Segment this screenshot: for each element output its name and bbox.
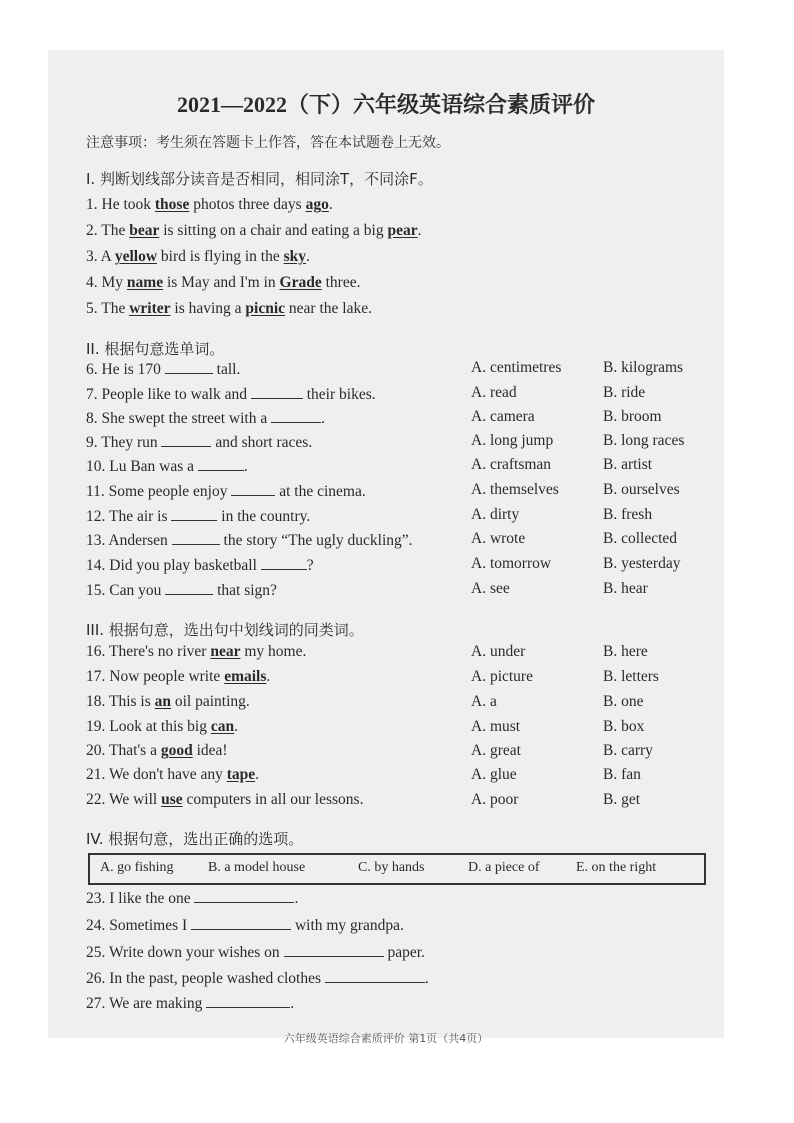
q4-underlined-2: Grade [279, 274, 322, 291]
q25-answer-blank[interactable] [284, 955, 384, 957]
q12-answer-blank[interactable] [171, 519, 217, 521]
q22-underlined-word: use [161, 791, 183, 808]
q16-option-a[interactable]: A. under [471, 643, 526, 660]
q17-option-a[interactable]: A. picture [471, 668, 533, 685]
question-2 [86, 222, 422, 240]
question-22 [86, 791, 363, 809]
page-footer: 六年级英语综合素质评价 第1页（共4页） [283, 1032, 489, 1045]
q5-text-e: near the lake. [285, 300, 372, 317]
q16-text-post: my home. [240, 643, 307, 660]
q21-option-a[interactable]: A. glue [471, 766, 517, 783]
option-d: D. a piece of [468, 860, 540, 875]
q7-answer-blank[interactable] [251, 397, 303, 399]
q3-text-e: . [306, 248, 310, 265]
question-11 [86, 483, 366, 501]
q11-option-b[interactable]: B. ourselves [603, 481, 680, 498]
q27-answer-blank[interactable] [206, 1006, 290, 1008]
q21-option-b[interactable]: B. fan [603, 766, 641, 783]
question-24 [86, 917, 404, 935]
q4-text-a: 4. My [86, 274, 127, 291]
q24-text-post: with my grandpa. [291, 917, 404, 934]
q14-option-a[interactable]: A. tomorrow [471, 555, 552, 572]
q5-text-c: is having a [170, 300, 246, 317]
q14-option-b[interactable]: B. yesterday [603, 555, 681, 572]
q10-text-post: . [243, 458, 248, 475]
q22-text-post: computers in all our lessons. [182, 791, 364, 808]
q17-text-post: . [266, 668, 271, 685]
q9-text-post: and short races. [211, 434, 313, 451]
options-box [88, 853, 706, 885]
question-10 [86, 458, 248, 476]
question-17 [86, 668, 270, 686]
question-25 [86, 944, 425, 962]
q20-underlined-word: good [160, 742, 193, 759]
q6-answer-blank[interactable] [165, 372, 213, 374]
q25-text-post: paper. [383, 944, 425, 961]
q19-text-post: . [234, 718, 238, 735]
question-26 [86, 970, 429, 988]
section-1-heading: I. 判断划线部分读音是否相同，相同涂T，不同涂F。 [86, 170, 433, 188]
q20-text-pre: 20. That's a [86, 742, 161, 759]
question-4 [86, 274, 360, 292]
q15-text-pre: 15. Can you [86, 582, 166, 599]
q9-text-pre: 9. They run [86, 434, 162, 451]
question-27 [86, 995, 294, 1013]
question-19 [86, 718, 238, 736]
q27-text-post: . [290, 995, 295, 1012]
q8-answer-blank[interactable] [271, 421, 321, 423]
q27-text-pre: 27. We are making [86, 995, 207, 1012]
question-7 [86, 386, 376, 404]
q13-text-post: the story “The ugly duckling”. [219, 532, 413, 549]
question-9 [86, 434, 312, 452]
q3-text-a: 3. A [86, 248, 115, 265]
q26-answer-blank[interactable] [325, 981, 425, 983]
q10-text-pre: 10. Lu Ban was a [86, 458, 198, 475]
q21-underlined-word: tape [226, 766, 256, 783]
q24-answer-blank[interactable] [191, 928, 291, 930]
q9-option-b[interactable]: B. long races [603, 432, 685, 449]
q13-text-pre: 13. Andersen [86, 532, 172, 549]
q26-text-pre: 26. In the past, people washed clothes [86, 970, 325, 987]
q22-text-pre: 22. We will [86, 791, 162, 808]
option-c: C. by hands [358, 860, 425, 875]
section-2-heading: II. 根据句意选单词。 [86, 340, 225, 358]
question-14 [86, 557, 314, 575]
q4-text-c: is May and I'm in [163, 274, 280, 291]
q1-text-a: 1. He took [86, 196, 155, 213]
q18-option-b[interactable]: B. one [603, 693, 644, 710]
question-8 [86, 410, 325, 428]
q2-underlined-1: bear [129, 222, 160, 239]
q15-answer-blank[interactable] [165, 593, 213, 595]
q7-text-pre: 7. People like to walk and [86, 386, 251, 403]
q15-option-b[interactable]: B. hear [603, 580, 648, 597]
q16-option-b[interactable]: B. here [603, 643, 648, 660]
q26-text-post: . [424, 970, 429, 987]
q23-text-pre: 23. I like the one [86, 890, 195, 907]
q1-text-c: photos three days [189, 196, 306, 213]
q12-text-post: in the country. [217, 508, 311, 525]
question-1 [86, 196, 333, 214]
question-12 [86, 508, 310, 526]
question-20 [86, 742, 228, 760]
q8-option-b[interactable]: B. broom [603, 408, 662, 425]
q1-underlined-2: ago [305, 196, 329, 213]
q25-text-pre: 25. Write down your wishes on [86, 944, 284, 961]
q19-text-pre: 19. Look at this big [86, 718, 211, 735]
q6-option-a[interactable]: A. centimetres [471, 359, 562, 376]
q13-answer-blank[interactable] [172, 543, 220, 545]
q2-underlined-2: pear [387, 222, 418, 239]
q5-underlined-2: picnic [245, 300, 286, 317]
q12-option-b[interactable]: B. fresh [603, 506, 653, 523]
section-4-heading: IV. 根据句意，选出正确的选项。 [86, 830, 304, 848]
q16-underlined-word: near [210, 643, 241, 660]
q7-text-post: their bikes. [302, 386, 376, 403]
q11-text-post: at the cinema. [275, 483, 366, 500]
section-3-heading: III. 根据句意，选出句中划线词的同类词。 [86, 621, 364, 639]
q14-text-pre: 14. Did you play basketball [86, 557, 261, 574]
question-18 [86, 693, 250, 711]
q20-option-b[interactable]: B. carry [603, 742, 653, 759]
question-5 [86, 300, 372, 318]
q13-option-a[interactable]: A. wrote [471, 530, 526, 547]
q3-underlined-1: yellow [114, 248, 158, 265]
q17-underlined-word: emails [224, 668, 267, 685]
q8-option-a[interactable]: A. camera [471, 408, 535, 425]
q2-text-c: is sitting on a chair and eating a big [159, 222, 388, 239]
q6-text-post: tall. [212, 361, 241, 378]
q3-underlined-2: sky [283, 248, 307, 265]
question-16 [86, 643, 306, 661]
q24-text-pre: 24. Sometimes I [86, 917, 192, 934]
q5-underlined-1: writer [129, 300, 171, 317]
q21-text-pre: 21. We don't have any [86, 766, 227, 783]
q17-text-pre: 17. Now people write [86, 668, 225, 685]
q10-option-b[interactable]: B. artist [603, 456, 653, 473]
q23-text-post: . [294, 890, 299, 907]
option-e: E. on the right [576, 860, 657, 875]
q10-option-a[interactable]: A. craftsman [471, 456, 552, 473]
q12-option-a[interactable]: A. dirty [471, 506, 520, 523]
q18-text-post: oil painting. [171, 693, 250, 710]
q6-option-b[interactable]: B. kilograms [603, 359, 684, 376]
q22-option-a[interactable]: A. poor [471, 791, 519, 808]
q18-text-pre: 18. This is [86, 693, 155, 710]
exam-title: 2021—2022（下）六年级英语综合素质评价 [176, 92, 595, 117]
q11-answer-blank[interactable] [231, 494, 275, 496]
option-b: B. a model house [208, 860, 306, 875]
q18-option-a[interactable]: A. a [471, 693, 497, 710]
question-3 [86, 248, 310, 266]
q15-option-a[interactable]: A. see [471, 580, 510, 597]
q19-option-a[interactable]: A. must [471, 718, 521, 735]
q19-option-b[interactable]: B. box [603, 718, 645, 735]
q17-option-b[interactable]: B. letters [603, 668, 659, 685]
q21-text-post: . [255, 766, 260, 783]
q16-text-pre: 16. There's no river [86, 643, 211, 660]
q7-option-b[interactable]: B. ride [603, 384, 646, 401]
q13-option-b[interactable]: B. collected [603, 530, 678, 547]
q2-text-a: 2. The [86, 222, 130, 239]
q23-answer-blank[interactable] [194, 901, 294, 903]
q9-option-a[interactable]: A. long jump [471, 432, 554, 449]
question-23 [86, 890, 298, 908]
q8-text-pre: 8. She swept the street with a [86, 410, 272, 427]
exam-sheet [48, 50, 724, 1045]
q9-answer-blank[interactable] [161, 445, 211, 447]
question-6 [86, 361, 240, 379]
q8-text-post: . [321, 410, 325, 427]
q2-text-e: . [417, 222, 422, 239]
q1-underlined-1: those [154, 196, 190, 213]
q14-answer-blank[interactable] [261, 568, 307, 570]
q22-option-b[interactable]: B. get [603, 791, 641, 808]
q20-text-post: idea! [192, 742, 228, 759]
q7-option-a[interactable]: A. read [471, 384, 517, 401]
q15-text-post: that sign? [213, 582, 277, 599]
option-a: A. go fishing [100, 860, 174, 875]
q4-text-e: three. [321, 274, 361, 291]
q3-text-c: bird is flying in the [157, 248, 284, 265]
question-21 [86, 766, 259, 784]
q10-answer-blank[interactable] [198, 469, 244, 471]
q4-underlined-1: name [126, 274, 164, 291]
question-15 [86, 582, 277, 600]
notice-text: 注意事项：考生须在答题卡上作答，答在本试题卷上无效。 [86, 135, 450, 151]
q1-text-e: . [328, 196, 333, 213]
q20-option-a[interactable]: A. great [471, 742, 521, 759]
q11-option-a[interactable]: A. themselves [471, 481, 559, 498]
q11-text-pre: 11. Some people enjoy [86, 483, 232, 500]
q14-text-post: ? [306, 557, 314, 574]
q6-text-pre: 6. He is 170 [86, 361, 165, 378]
q19-underlined-word: can [210, 718, 235, 735]
q5-text-a: 5. The [86, 300, 130, 317]
q18-underlined-word: an [154, 693, 171, 710]
q12-text-pre: 12. The air is [86, 508, 172, 525]
question-13 [86, 532, 413, 550]
